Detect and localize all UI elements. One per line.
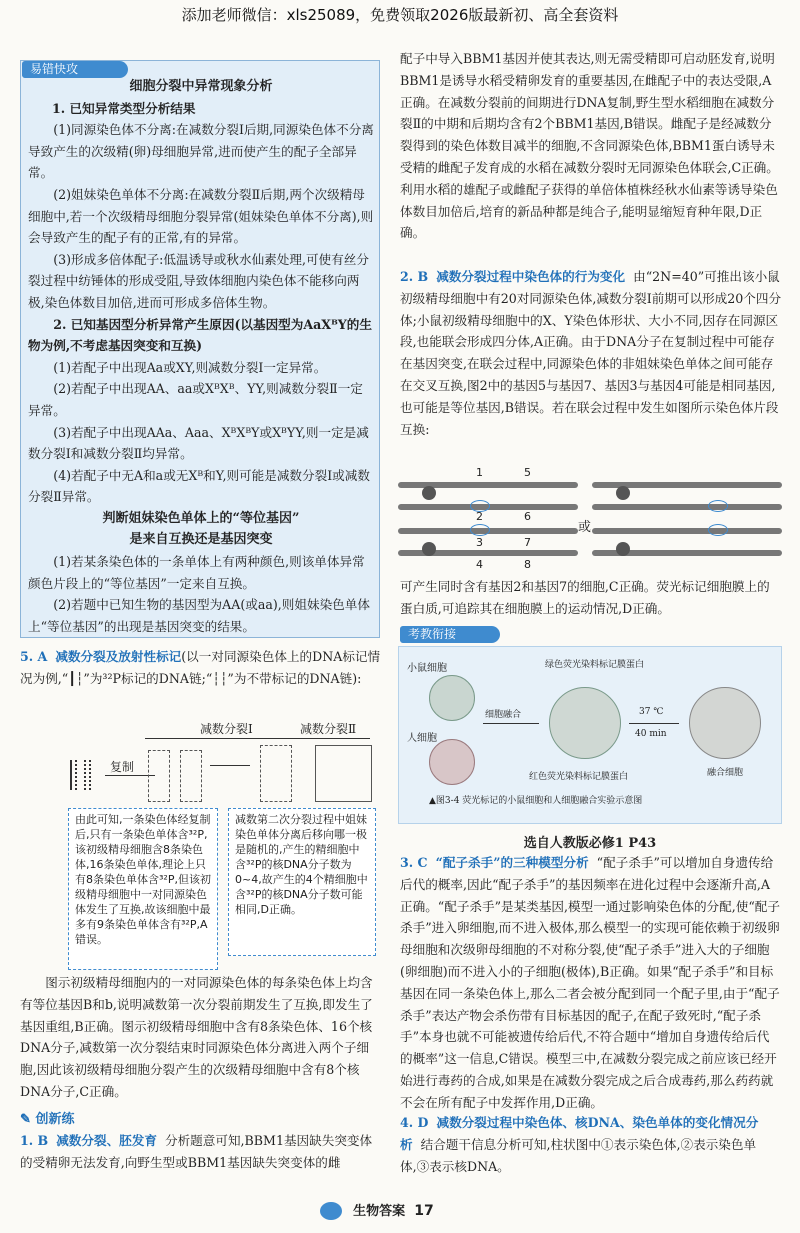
temp-label: 37 ℃ bbox=[639, 707, 664, 717]
q4-text: 结合题干信息分析可知,柱状图中①表示染色体,②表示染色单体,③表示核DNA。 bbox=[400, 1136, 757, 1174]
or-label: 或 bbox=[578, 520, 592, 535]
q1-text: 分析题意可知,BBM1基因缺失突变体的受精卵无法发育,向野生型或BBM1基因缺失突变体的雌 bbox=[20, 1133, 373, 1170]
q3-topic: “配子杀手”的三种模型分析 bbox=[435, 855, 589, 870]
tip-title-2b: 是来自互换还是基因突变 bbox=[129, 532, 273, 548]
q3-number: 3. C bbox=[400, 855, 428, 870]
tip-para: (3)形成多倍体配子:低温诱导或秋水仙素处理,可使有丝分裂过程中纺锤体的形成受阻,导致体细胞内染色体不能移向两极,染色体数目加倍,进而可形成多倍体生物。 bbox=[28, 251, 369, 310]
q5-para-text: 图示初级精母细胞内的一对同源染色体的每条染色体上均含有等位基因B和b,说明减数第一次分裂前期发生了互换,即发生了基因重组,B正确。图示初级精母细胞中含有8条染色体、16个核DNA分子,减数第一次分裂结束时同源染色体分离进入两个子细胞,因此该初级精母细胞分裂产生的次级精母细胞中含有8个核DNA分子,C正确。 bbox=[20, 975, 373, 1099]
tip-para: (4)若配子中无A和a或无Xᴮ和Y,则可能是减数分裂Ⅰ或减数分裂Ⅱ异常。 bbox=[28, 467, 370, 505]
mouse-label: 小鼠细胞 bbox=[407, 663, 447, 674]
tip-para: (2)姐妹染色单体不分离:在减数分裂Ⅱ后期,两个次级精母细胞中,若一个次级精母细胞分裂异常(姐妹染色单体不分离),则会导致产生的配子有的正常,有的异常。 bbox=[28, 186, 374, 246]
figure-caption: ▲图3-4 荧光标记的小鼠细胞和人细胞融合实验示意图 bbox=[429, 796, 643, 806]
q2-after bbox=[400, 576, 782, 620]
q2-number: 2. B bbox=[400, 269, 429, 284]
gene-label: 8 bbox=[524, 558, 531, 571]
human-cell bbox=[429, 739, 475, 785]
q2-topic: 减数分裂过程中染色体的行为变化 bbox=[436, 269, 626, 284]
mascot-icon bbox=[320, 1202, 342, 1220]
figure-source: 选自人教版必修1 P43 bbox=[523, 836, 657, 851]
q5-label-m2: 减数分裂Ⅱ bbox=[300, 722, 357, 736]
time-label: 40 min bbox=[635, 729, 667, 739]
result-cell bbox=[689, 687, 761, 759]
gene-label: 2 bbox=[476, 510, 483, 523]
section-title: 创新练 bbox=[35, 1112, 75, 1127]
fuse-label: 细胞融合 bbox=[485, 710, 522, 720]
q1-intro bbox=[20, 1130, 382, 1174]
tip-heading-1: 1. 已知异常类型分析结果 bbox=[52, 100, 196, 116]
gene-label: 7 bbox=[524, 536, 531, 549]
pen-icon: ✎ bbox=[20, 1112, 31, 1127]
q2-block bbox=[400, 266, 782, 440]
page-footer bbox=[320, 1200, 480, 1224]
fused-cell bbox=[549, 687, 621, 759]
tip-para: (2)若配子中出现AA、aa或XᴮXᴮ、YY,则减数分裂Ⅱ一定异常。 bbox=[28, 381, 363, 418]
tip-title: 细胞分裂中异常现象分析 bbox=[129, 79, 273, 94]
mouse-cell bbox=[429, 675, 475, 721]
tip-para: (1)同源染色体不分离:在减数分裂Ⅰ后期,同源染色体不分离导致产生的次级精(卵)母细胞异常,进而使产生的配子全部异常。 bbox=[28, 122, 374, 181]
tip-heading-2: 2. 已知基因型分析异常产生原因(以基因型为AaXᴮY的生物为例,不考虑基因突变和互换) bbox=[28, 316, 372, 354]
q4-number: 4. D bbox=[400, 1115, 429, 1130]
q3-block bbox=[400, 852, 782, 1114]
q4-topic: 减数分裂过程中染色体、核DNA、染色单体的变化情况分析 bbox=[400, 1115, 759, 1152]
tip-para: (1)若配子中出现Aa或XY,则减数分裂Ⅰ一定异常。 bbox=[53, 359, 327, 375]
tip-tag: 易错快攻 bbox=[22, 61, 128, 78]
link-tag: 考教衔接 bbox=[400, 626, 500, 643]
watermark-banner: 添加老师微信：xls25089，免费领取2026版最新初、高全套资料 bbox=[181, 6, 619, 24]
tip-para: (3)若配子中出现AAa、Aaa、XᴮXᴮY或XᴮYY,则一定是减数分裂Ⅰ和减数分裂Ⅱ均异常。 bbox=[28, 424, 369, 462]
gene-label: 4 bbox=[476, 558, 483, 571]
tip-title-2a: 判断姐妹染色单体上的“等位基因” bbox=[102, 510, 300, 526]
q5-label-m1: 减数分裂Ⅰ bbox=[200, 722, 253, 736]
q5-diagram bbox=[60, 720, 380, 810]
gene-label: 5 bbox=[524, 466, 531, 479]
q5-label-copy: 复制 bbox=[110, 760, 135, 774]
q3-text: “配子杀手”可以增加自身遗传给后代的概率,因此“配子杀手”的基因频率在进化过程中会逐渐升高,A正确。“配子杀手”是某类基因,模型一通过影响染色体的分配,使“配子杀手”进入卵细胞,而不进入极体,那么模型一的实现可能依赖于初级卵母细胞和次级卵母细胞的不对称分裂,使“配子杀手”进入大的子细胞(卵细胞)而不进入小的子细胞(极体),B正确。如果“配子杀手”和目标基因在同一条染色体上,那么二者会被分配到同一个配子里,由于“配子杀手”表达产物会杀伤带有目标基因的配子,在配子致死时,“配子杀手”本身也就不可能被遗传给后代,不符合题中“增加自身遗传给后代的概率”这一信息,C错误。模型三中,在减数分裂完成之前应该已经开始进行毒药的合成,如果是在减数分裂完成之后合成毒药,那么药药就不会在所有配子中发挥作用,D正确。 bbox=[400, 855, 780, 1110]
q2-after-text: 可产生同时含有基因2和基因7的细胞,C正确。荧光标记细胞膜上的蛋白质,可追踪其在细胞膜上的运动情况,D正确。 bbox=[400, 579, 770, 616]
tip-box-content bbox=[28, 76, 374, 637]
q1-continued bbox=[400, 48, 782, 244]
footer-label: 生物答案 bbox=[353, 1204, 406, 1219]
q5-note-1: 由此可知,一条染色体经复制后,只有一条染色单体含³²P,该初级精母细胞含8条染色体,16条染色单体,理论上只有8条染色单体含³²P,但该初级精母细胞中一对同源染色体发生了互换,故该细胞中最多有9条染色单体含有³²P,A错误。 bbox=[68, 808, 218, 970]
result-label: 融合细胞 bbox=[707, 768, 744, 778]
q5-intro bbox=[20, 646, 382, 690]
page-number: 17 bbox=[414, 1203, 434, 1219]
gene-label: 1 bbox=[476, 466, 483, 479]
green-label: 绿色荧光染料标记膜蛋白 bbox=[545, 660, 645, 670]
q5-number: 5. A bbox=[20, 649, 48, 664]
q5-paragraph bbox=[20, 972, 382, 1103]
gene-label: 3 bbox=[476, 536, 483, 549]
human-label: 人细胞 bbox=[407, 733, 437, 744]
q5-note-2: 减数第二次分裂过程中姐妹染色单体分离后移向哪一极是随机的,产生的精细胞中含³²P的核DNA分子数为0~4,故产生的4个精细胞中含³²P的核DNA分子数可能相同,D正确。 bbox=[228, 808, 376, 956]
q1-number: 1. B bbox=[20, 1133, 49, 1148]
red-label: 红色荧光染料标记膜蛋白 bbox=[529, 772, 629, 782]
q1-topic: 减数分裂、胚发育 bbox=[56, 1133, 157, 1148]
q1-cont: 配子中导入BBM1基因并使其表达,则无需受精即可启动胚发育,说明BBM1是诱导水稻受精卵发育的重要基因,在雌配子中的表达受限,A正确。在减数分裂前的间期进行DNA复制,野生型水稻细胞在减数分裂Ⅱ的中期和后期均含有2个BBM1基因,B错误。雌配子是经减数分裂得到的染色体数目减半的细胞,不含同源染色体,BBM1蛋白诱导未受精的雌配子发育成的水稻在减数分裂时无同源染色体联会,C正确。利用水稻的雄配子或雌配子获得的单倍体植株经秋水仙素等诱导染色体数目加倍后,培育的新品种都是纯合子,能明显缩短育种年限,D正确。 bbox=[400, 51, 779, 241]
q5-line: (以一对同源染色体上的DNA标记情况为例,“┃┆”为³²P标记的DNA链;“┆┆”为不带标记的DNA链): bbox=[20, 649, 381, 686]
section-heading bbox=[20, 1108, 74, 1127]
tip-para: (2)若题中已知生物的基因型为AA(或aa),则姐妹染色单体上“等位基因”的出现是基因突变的结果。 bbox=[28, 597, 370, 634]
q5-topic: 减数分裂及放射性标记 bbox=[55, 649, 182, 664]
q2-diagram bbox=[398, 466, 782, 574]
q4-block bbox=[400, 1112, 782, 1177]
tip-para: (1)若某条染色体的一条单体上有两种颜色,则该单体异常颜色片段上的“等位基因”一定来自互换。 bbox=[28, 554, 365, 591]
fusion-figure bbox=[398, 646, 782, 824]
q2-text: 由“2N=40”可推出该小鼠初级精母细胞中有20对同源染色体,减数分裂Ⅰ前期可以形成20个四分体;小鼠初级精母细胞中的X、Y染色体形状、大小不同,因存在同源区段,也能联会形成四分体,A正确。由于DNA分子在复制过程中可能存在基因突变,在联会过程中,同源染色体的非姐妹染色单体之间可能存在交叉互换,图2中的基因5与基因7、基因3与基因4可能是相同基因,也可能是等位基因,B错误。若在联会过程中发生如图所示染色体片段互换: bbox=[400, 269, 782, 437]
gene-label: 6 bbox=[524, 510, 531, 523]
